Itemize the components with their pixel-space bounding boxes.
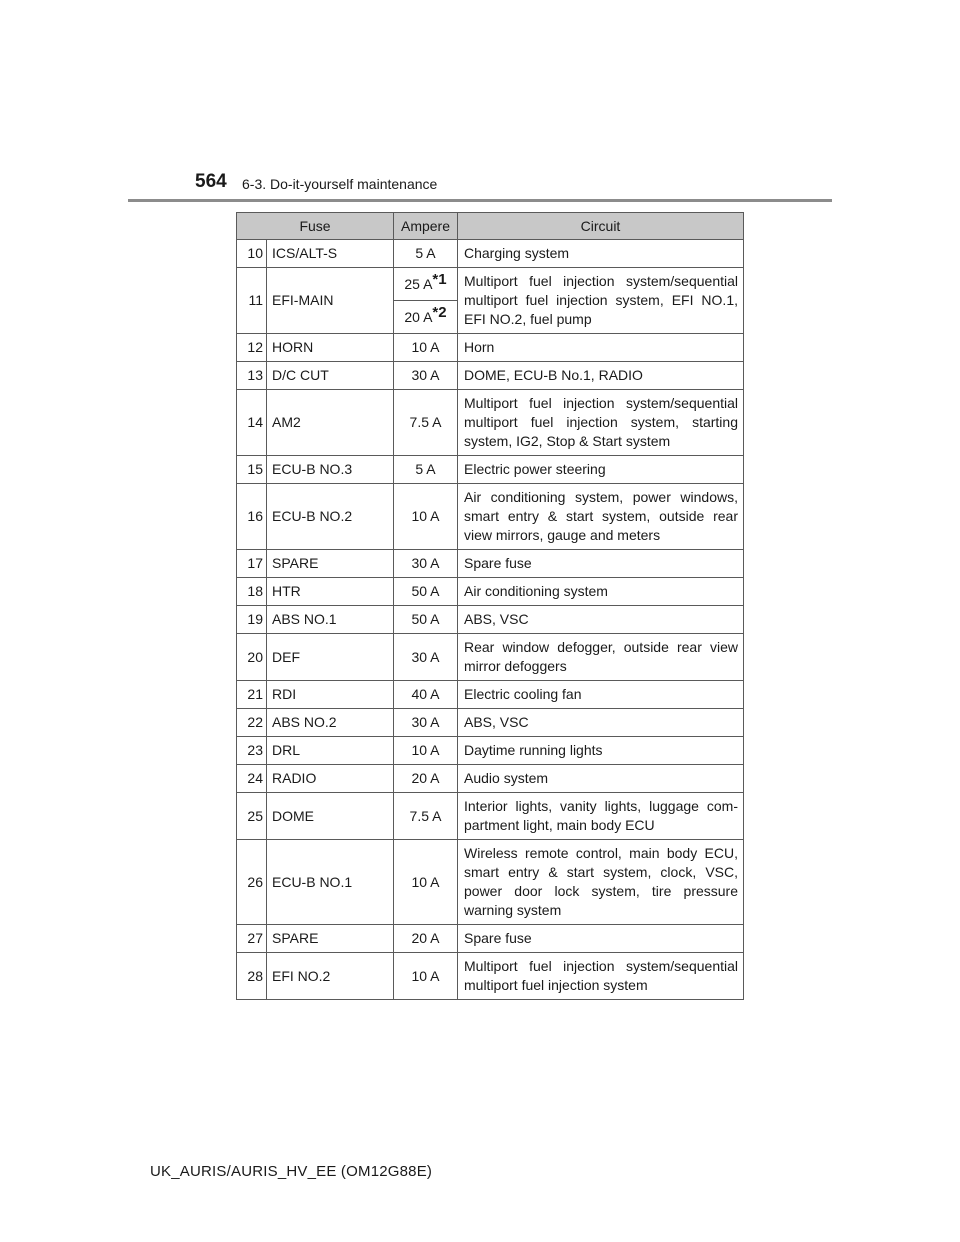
fuse-name: AM2 [267, 390, 394, 456]
table-row [237, 765, 744, 793]
fuse-circuit: Air conditioning system, power windows, smart entry & start system, outside rear view mirrors, gauge and meters [458, 484, 744, 550]
fuse-ampere: 10 A [394, 953, 458, 1000]
fuse-ampere: 5 A [394, 456, 458, 484]
fuse-name: DRL [267, 737, 394, 765]
table-row [237, 925, 744, 953]
section-title: 6-3. Do-it-yourself maintenance [242, 176, 438, 192]
fuse-ampere: 30 A [394, 709, 458, 737]
fuse-ampere: 30 A [394, 634, 458, 681]
table-row [237, 484, 744, 550]
fuse-name: RDI [267, 681, 394, 709]
footnote-marker: *1 [432, 270, 447, 288]
ampere-value: 25 A [404, 275, 433, 292]
fuse-number: 12 [237, 334, 267, 362]
fuse-name: ICS/ALT-S [267, 240, 394, 268]
header-rule [128, 199, 832, 202]
fuse-number: 18 [237, 578, 267, 606]
fuse-circuit: Daytime running lights [458, 737, 744, 765]
fuse-circuit: Electric cooling fan [458, 681, 744, 709]
table-row [237, 709, 744, 737]
fuse-circuit: Multiport fuel injection system/sequential multiport fuel injection system, EFI NO.1, EFI NO.2, fuel pump [458, 268, 744, 334]
fuse-table [236, 212, 744, 1000]
fuse-name: EFI NO.2 [267, 953, 394, 1000]
fuse-circuit: ABS, VSC [458, 709, 744, 737]
fuse-name: DOME [267, 793, 394, 840]
table-row [237, 634, 744, 681]
fuse-number: 24 [237, 765, 267, 793]
fuse-number: 13 [237, 362, 267, 390]
fuse-circuit: Multiport fuel injection system/sequential multiport fuel injection system [458, 953, 744, 1000]
fuse-circuit: Interior lights, vanity lights, luggage com-partment light, main body ECU [458, 793, 744, 840]
fuse-number: 27 [237, 925, 267, 953]
fuse-name: ECU-B NO.2 [267, 484, 394, 550]
table-row [237, 578, 744, 606]
page-number: 564 [195, 171, 227, 192]
fuse-name: D/C CUT [267, 362, 394, 390]
fuse-ampere: 5 A [394, 240, 458, 268]
fuse-name: ABS NO.1 [267, 606, 394, 634]
column-header-circuit: Circuit [458, 213, 744, 240]
fuse-ampere: 10 A [394, 737, 458, 765]
fuse-circuit: ABS, VSC [458, 606, 744, 634]
fuse-name: RADIO [267, 765, 394, 793]
table-row [237, 793, 744, 840]
fuse-name: DEF [267, 634, 394, 681]
fuse-name: ABS NO.2 [267, 709, 394, 737]
table-row [237, 550, 744, 578]
fuse-ampere: 10 A [394, 840, 458, 925]
fuse-ampere: 7.5 A [394, 390, 458, 456]
fuse-number: 23 [237, 737, 267, 765]
table-row [237, 737, 744, 765]
fuse-ampere [394, 301, 458, 334]
fuse-circuit: Multiport fuel injection system/sequential multiport fuel injection system, starting system, IG2, Stop & Start system [458, 390, 744, 456]
table-row [237, 268, 744, 301]
fuse-circuit: Wireless remote control, main body ECU, smart entry & start system, clock, VSC, power door lock system, tire pressure warning system [458, 840, 744, 925]
fuse-name: SPARE [267, 925, 394, 953]
fuse-name: ECU-B NO.3 [267, 456, 394, 484]
table-row [237, 681, 744, 709]
fuse-ampere: 20 A [394, 925, 458, 953]
fuse-ampere: 7.5 A [394, 793, 458, 840]
fuse-number: 20 [237, 634, 267, 681]
table-header-row [237, 213, 744, 240]
fuse-ampere: 50 A [394, 578, 458, 606]
fuse-circuit: Spare fuse [458, 550, 744, 578]
fuse-number: 15 [237, 456, 267, 484]
fuse-number: 10 [237, 240, 267, 268]
fuse-number: 26 [237, 840, 267, 925]
ampere-value: 20 A [404, 308, 433, 325]
fuse-ampere: 30 A [394, 550, 458, 578]
fuse-circuit: Spare fuse [458, 925, 744, 953]
column-header-fuse: Fuse [237, 213, 394, 240]
fuse-ampere: 20 A [394, 765, 458, 793]
fuse-ampere: 10 A [394, 484, 458, 550]
fuse-number: 19 [237, 606, 267, 634]
fuse-ampere: 10 A [394, 334, 458, 362]
fuse-name: EFI-MAIN [267, 268, 394, 334]
fuse-name: ECU-B NO.1 [267, 840, 394, 925]
table-row [237, 456, 744, 484]
table-row [237, 240, 744, 268]
fuse-circuit: Electric power steering [458, 456, 744, 484]
column-header-ampere: Ampere [394, 213, 458, 240]
table-row [237, 362, 744, 390]
fuse-number: 14 [237, 390, 267, 456]
fuse-name: HTR [267, 578, 394, 606]
fuse-name: HORN [267, 334, 394, 362]
table-row [237, 840, 744, 925]
fuse-ampere: 30 A [394, 362, 458, 390]
fuse-number: 25 [237, 793, 267, 840]
footer-model-code: UK_AURIS/AURIS_HV_EE (OM12G88E) [150, 1163, 433, 1180]
fuse-circuit: DOME, ECU-B No.1, RADIO [458, 362, 744, 390]
fuse-number: 28 [237, 953, 267, 1000]
fuse-circuit: Horn [458, 334, 744, 362]
fuse-circuit: Air conditioning system [458, 578, 744, 606]
fuse-number: 11 [237, 268, 267, 334]
fuse-number: 22 [237, 709, 267, 737]
fuse-ampere: 50 A [394, 606, 458, 634]
fuse-ampere: 40 A [394, 681, 458, 709]
fuse-name: SPARE [267, 550, 394, 578]
fuse-circuit: Audio system [458, 765, 744, 793]
table-row [237, 334, 744, 362]
table-row [237, 390, 744, 456]
fuse-ampere [394, 268, 458, 301]
table-row [237, 606, 744, 634]
footnote-marker: *2 [432, 303, 447, 321]
fuse-number: 17 [237, 550, 267, 578]
fuse-circuit: Rear window defogger, outside rear view mirror defoggers [458, 634, 744, 681]
fuse-number: 21 [237, 681, 267, 709]
table-row [237, 953, 744, 1000]
fuse-number: 16 [237, 484, 267, 550]
fuse-circuit: Charging system [458, 240, 744, 268]
